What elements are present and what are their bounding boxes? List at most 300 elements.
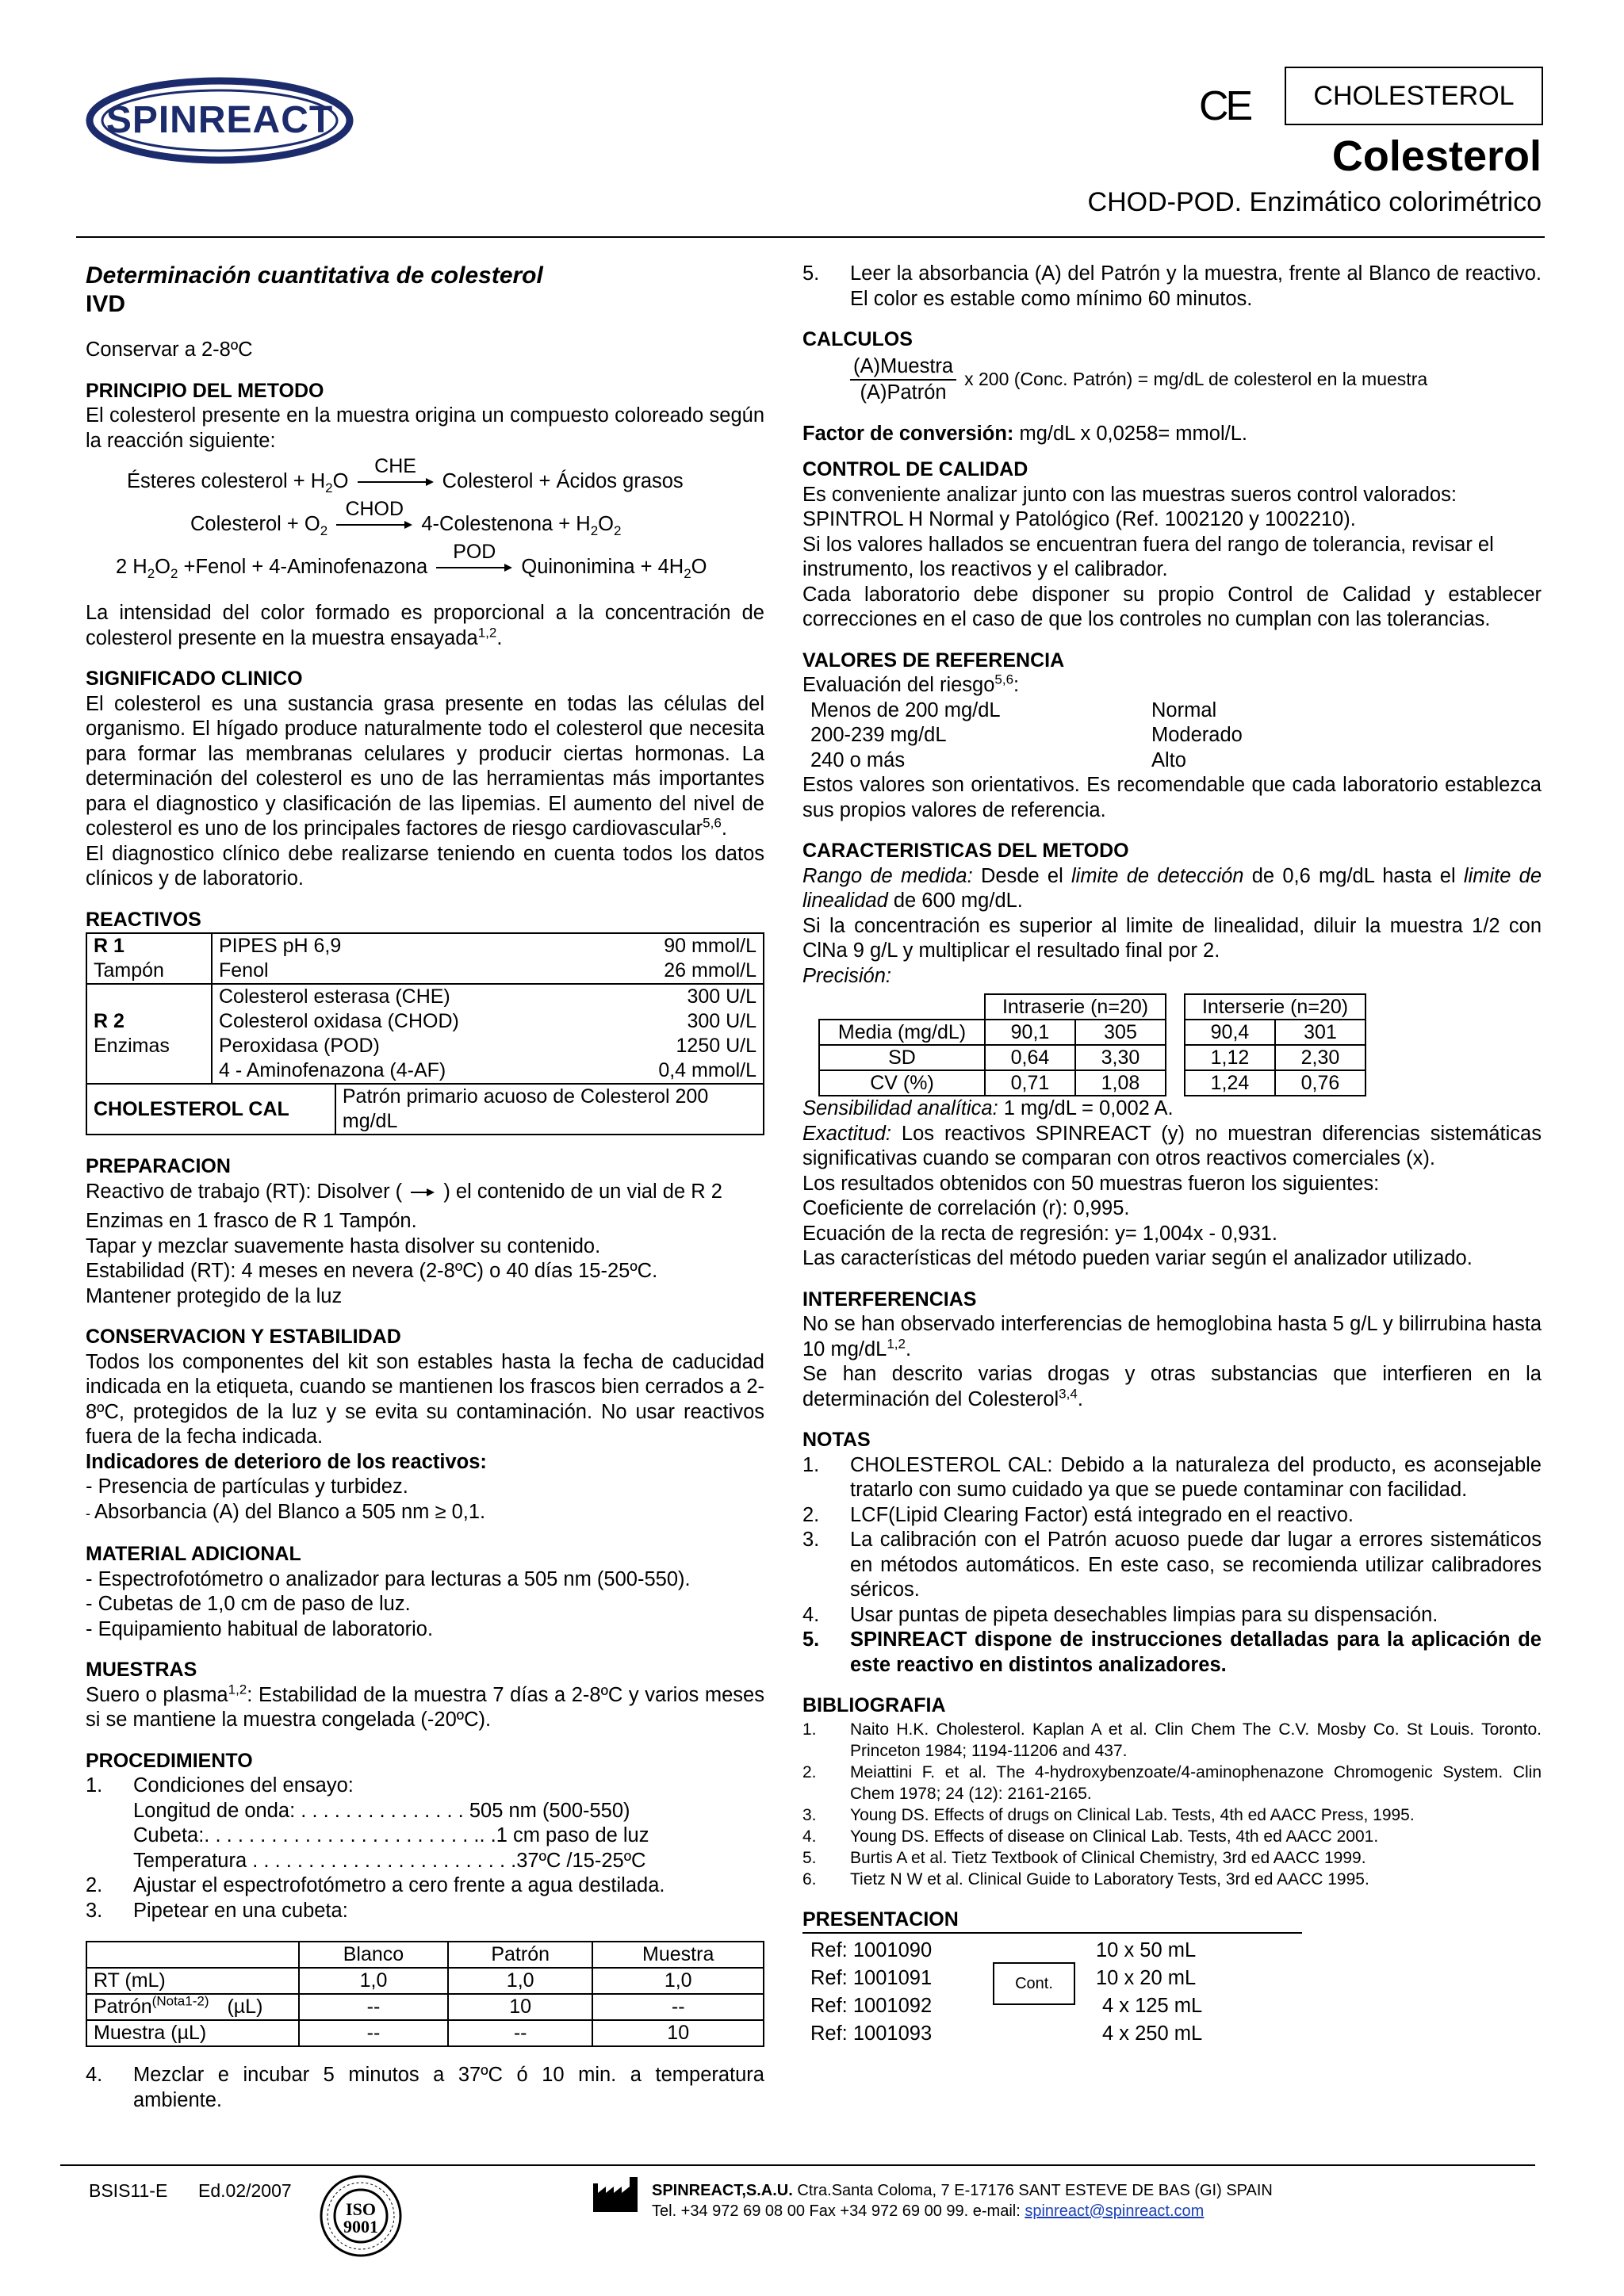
conversion-value: mg/dL x 0,0258= mmol/L. <box>1013 422 1247 445</box>
list-item <box>802 1628 1542 1678</box>
table-cell <box>1166 1070 1185 1096</box>
table-cell: SD <box>819 1045 985 1070</box>
list-item <box>802 1804 1542 1826</box>
material-item: - Espectrofotómetro o analizador para lecturas a 505 nm (500-550). <box>86 1567 691 1590</box>
principio-text-2 <box>86 601 764 651</box>
principio-text: El colesterol presente en la muestra origina un compuesto coloreado según la reacción siguiente: <box>86 404 764 452</box>
step-text: Ajustar el espectrofotómetro a cero frente a agua destilada. <box>133 1874 665 1896</box>
reagent-conc: 300 U/L <box>687 1010 756 1032</box>
bib-number: 3. <box>802 1805 817 1824</box>
indicador-1: - Presencia de partículas y turbidez. <box>86 1475 408 1498</box>
logo <box>86 76 354 165</box>
pres-ref: Ref: 1001093 <box>810 2022 933 2045</box>
table-header-cell: Muestra <box>592 1942 764 1968</box>
footer-address-line <box>652 2180 1273 2201</box>
list-item <box>802 2020 1542 2048</box>
cal-label: CHOLESTEROL CAL <box>86 1084 335 1135</box>
interferencias-end-1: . <box>905 1337 912 1360</box>
calc-numerator: (A)Muestra <box>850 354 956 381</box>
table-cell: -- <box>592 1994 764 2020</box>
bib-text: Burtis A et al. Tietz Textbook of Clinical Chemistry, 3rd ed AACC 1999. <box>850 1848 1366 1867</box>
ref-class: Alto <box>1151 748 1186 771</box>
wavelength-label: Longitud de onda: . . . . . . . . . . . . . . . <box>133 1799 464 1822</box>
table-cell <box>819 994 985 1020</box>
preparacion-text-a: Reactivo de trabajo (RT): Disolver ( <box>86 1180 403 1203</box>
list-item <box>802 698 1542 724</box>
calc-fraction <box>850 354 956 406</box>
valores-note: Estos valores son orientativos. Es recomendable que cada laboratorio establezca sus propios valores de referencia. <box>802 774 1542 821</box>
control-text-2: Si los valores hallados se encuentran fuera del rango de tolerancia, revisar el instrumento, los reactivos y el calibrador. <box>802 533 1494 580</box>
proc-step-5 <box>802 262 1542 312</box>
table-header-cell <box>86 1942 299 1968</box>
reagent-item: 4 - Aminofenazona (4-AF) <box>219 1059 446 1081</box>
gte-symbol: ≥ <box>435 1500 446 1523</box>
reagent-r2-items <box>212 984 764 1084</box>
muestras-text-b: : Estabilidad de la muestra 7 días a 2-8ºC y varios meses si se mantiene la muestra congelada (-20ºC). <box>86 1683 764 1731</box>
section-principio-title: PRINCIPIO DEL METODO <box>86 379 324 402</box>
footer-rule <box>60 2164 1535 2166</box>
reaction-3-sub-a: 2 <box>147 566 155 582</box>
step-text: Condiciones del ensayo: <box>133 1774 354 1797</box>
results-line: Ecuación de la recta de regresión: y= 1,004x - 0,931. <box>802 1222 1277 1245</box>
reagent-item: Peroxidasa (POD) <box>219 1035 380 1057</box>
ref-range: 240 o más <box>810 748 906 771</box>
table-header-cell: Interserie (n=20) <box>1185 994 1365 1020</box>
dilution-text: Si la concentración es superior al limite de linealidad, diluir la muestra 1/2 con ClNa 9 g/L y multiplicar el resultado final por 2. <box>802 914 1542 962</box>
reaction-2 <box>86 498 764 555</box>
bib-text: Tietz N W et al. Clinical Guide to Laboratory Tests, 3rd ed AACC 1995. <box>850 1869 1369 1888</box>
step-number: 3. <box>86 1899 103 1922</box>
table-row <box>86 2020 764 2046</box>
interferencias-text-2 <box>802 1362 1542 1412</box>
section-valores-title: VALORES DE REFERENCIA <box>802 649 1065 672</box>
product-box-label: CHOLESTEROL <box>1313 81 1515 111</box>
reagent-r1-sub: Tampón <box>94 959 164 982</box>
pres-content: 4 x 125 mL <box>1102 1995 1203 2017</box>
indicador-2 <box>86 1500 764 1527</box>
table-row <box>86 1994 764 2020</box>
section-caracteristicas-title: CARACTERISTICAS DEL METODO <box>802 840 1129 862</box>
iso-text: ISO <box>346 2199 376 2219</box>
company-contact: Tel. +34 972 69 08 00 Fax +34 972 69 00 99. e-mail: <box>652 2202 1025 2220</box>
step-number: 2. <box>86 1874 103 1896</box>
interferencias-body-1: No se han observado interferencias de hemoglobina hasta 5 g/L y bilirrubina hasta 10 mg/dL <box>802 1313 1542 1360</box>
interferencias-body-2: Se han descrito varias drogas y otras substancias que interfieren en la determinación del Colesterol <box>802 1363 1542 1410</box>
company-name: SPINREACT,S.A.U. <box>652 2182 793 2199</box>
section-material-title: MATERIAL ADICIONAL <box>86 1543 301 1565</box>
significado-body: El colesterol es una sustancia grasa presente en todas las células del organismo. El hígado produce naturalmente todo el colesterol que necesita para formar las membranas celulares y producir ciertas hormonas. La determinación del colesterol es uno de las herramientas más importantes para el diagnostico y clasificación de las lipemias. El aumento del nivel de colesterol es uno de los principales factores de riesgo cardiovascular <box>86 692 764 840</box>
results-line: Coeficiente de correlación (r): 0,995. <box>802 1197 1130 1219</box>
note-number: 2. <box>802 1503 820 1526</box>
reaction-1-sub: 2 <box>325 480 333 496</box>
table-header-row <box>86 1942 764 1968</box>
rango-b: de 0,6 mg/dL hasta el <box>1243 864 1464 887</box>
footer-address <box>652 2180 1273 2221</box>
note-number: 1. <box>802 1453 820 1476</box>
wavelength-line <box>133 1799 764 1824</box>
reaction-1-left-end: O <box>332 470 349 492</box>
cubeta-line: Cubeta:. . . . . . . . . . . . . . . . . . . . . . . . .. .1 cm paso de luz <box>133 1824 649 1846</box>
table-row <box>86 984 764 1084</box>
list-item <box>802 1965 1542 1992</box>
pres-ref: Ref: 1001091 <box>810 1967 933 1989</box>
factory-icon <box>593 2177 638 2212</box>
reaction-2-sub-b: 2 <box>614 523 622 539</box>
step-text: Pipetear en una cubeta: <box>133 1899 348 1922</box>
section-muestras-title: MUESTRAS <box>86 1659 197 1681</box>
pres-content: 4 x 250 mL <box>1102 2022 1203 2045</box>
calc-formula <box>802 354 1542 406</box>
reaction-1 <box>86 455 764 512</box>
rango-a: Desde el <box>972 864 1071 887</box>
list-item <box>802 1603 1542 1628</box>
reaction-3-b: O <box>155 556 170 578</box>
control-text-1: Es conveniente analizar junto con las muestras sueros control valorados: SPINTROL H Normal y Patológico (Ref. 1002120 y 1002210). <box>802 483 1457 530</box>
ref-sup: 1,2 <box>887 1336 906 1351</box>
risk-eval-end: : <box>1013 674 1020 696</box>
bib-text: Young DS. Effects of drugs on Clinical Lab. Tests, 4th ed AACC Press, 1995. <box>850 1805 1415 1824</box>
note-number: 4. <box>802 1603 820 1626</box>
bib-text: Naito H.K. Cholesterol. Kaplan A et al. Clin Chem The C.V. Mosby Co. St Louis. Toronto. Princeton 1984; 1194-11206 and 437. <box>850 1720 1542 1760</box>
enzyme-chod: CHOD <box>345 498 404 521</box>
table-row <box>819 1070 1365 1096</box>
list-item <box>802 1453 1542 1503</box>
preparacion-line-4: Estabilidad (RT): 4 meses en nevera (2-8ºC) o 40 días 15-25ºC. <box>86 1260 658 1282</box>
bib-number: 5. <box>802 1848 817 1867</box>
patron-unit: (µL) <box>227 1996 263 2018</box>
accuracy-body: Los reactivos SPINREACT (y) no muestran diferencias sistemáticas significativas cuando se comparan con otros reactivos comerciales (x). <box>802 1122 1542 1169</box>
arrow-icon <box>411 1188 435 1196</box>
table-cell: 1,08 <box>1075 1070 1166 1096</box>
table-cell: 3,30 <box>1075 1045 1166 1070</box>
preparacion-line-5: Mantener protegido de la luz <box>86 1284 343 1307</box>
section-interferencias-title: INTERFERENCIAS <box>802 1288 977 1311</box>
page-title: Colesterol <box>1331 132 1542 180</box>
reaction-2-mid: O <box>598 513 615 535</box>
preparacion-line-1 <box>86 1180 764 1205</box>
preparacion-line-3: Tapar y mezclar suavemente hasta disolver su contenido. <box>86 1234 601 1257</box>
preparacion-text-b: ) el contenido de un vial de R 2 <box>443 1180 722 1203</box>
table-cell <box>1166 1045 1185 1070</box>
ce-mark: CE <box>1199 83 1251 129</box>
section-reactivos-title: REACTIVOS <box>86 908 201 931</box>
table-cell: 301 <box>1275 1020 1365 1045</box>
note-text: La calibración con el Patrón acuoso puede dar lugar a errores sistemáticos en métodos automáticos. En este caso, se recomienda utilizar calibradores séricos. <box>850 1529 1542 1601</box>
precision-label: Precisión: <box>802 964 891 987</box>
reagent-conc: 26 mmol/L <box>664 959 756 982</box>
list-item <box>802 723 1542 748</box>
rango-detection: limite de detección <box>1071 864 1244 887</box>
sensitivity-label: Sensibilidad analítica: <box>802 1097 998 1119</box>
section-calculos-title: CALCULOS <box>802 328 913 350</box>
indicador-2-end: 0,1. <box>446 1500 486 1523</box>
list-item <box>802 1762 1542 1804</box>
doc-code: BSIS11-E <box>89 2180 168 2201</box>
ref-class: Normal <box>1151 698 1217 721</box>
table-cell: -- <box>299 1994 448 2020</box>
table-header-cell: Patrón <box>448 1942 592 1968</box>
reagent-item: Colesterol esterasa (CHE) <box>219 985 450 1008</box>
table-cell: 1,0 <box>592 1968 764 1994</box>
bib-number: 4. <box>802 1827 817 1846</box>
table-cell: 90,1 <box>985 1020 1075 1045</box>
table-cell: 0,64 <box>985 1045 1075 1070</box>
ref-sup: 1,2 <box>228 1682 247 1697</box>
reagent-conc: 90 mmol/L <box>664 935 756 957</box>
muestras-text-a: Suero o plasma <box>86 1683 228 1706</box>
principio-text-2-end: . <box>496 626 503 649</box>
reagent-item: PIPES pH 6,9 <box>219 935 342 957</box>
bib-text: Young DS. Effects of disease on Clinical Lab. Tests, 4th ed AACC 2001. <box>850 1827 1379 1846</box>
ivd-label: IVD <box>86 291 126 317</box>
reagent-r1-label: R 1 <box>94 935 124 957</box>
conversion-factor <box>802 422 1542 447</box>
company-address: Ctra.Santa Coloma, 7 E-17176 SANT ESTEVE DE BAS (GI) SPAIN <box>792 2182 1273 2199</box>
interferencias-end-2: . <box>1077 1387 1083 1410</box>
material-item: - Equipamiento habitual de laboratorio. <box>86 1617 434 1640</box>
enzyme-pod: POD <box>453 541 496 564</box>
table-header-cell: Intraserie (n=20) <box>985 994 1166 1020</box>
enzyme-che: CHE <box>374 455 416 478</box>
table-row <box>819 1045 1365 1070</box>
table-cell: 2,30 <box>1275 1045 1365 1070</box>
section-procedimiento-title: PROCEDIMIENTO <box>86 1749 253 1772</box>
conversion-label: Factor de conversión: <box>802 422 1014 445</box>
list-item <box>802 1937 1542 1965</box>
table-cell: 0,71 <box>985 1070 1075 1096</box>
section-control-title: CONTROL DE CALIDAD <box>802 458 1028 480</box>
reaction-1-left: Ésteres colesterol + H <box>127 470 326 492</box>
proc-step-1 <box>86 1774 764 1799</box>
rango-c: de 600 mg/dL. <box>887 890 1023 912</box>
footer-contact-line <box>652 2201 1273 2221</box>
note-text: LCF(Lipid Clearing Factor) está integrado en el reactivo. <box>850 1503 1354 1526</box>
table-cell: 1,12 <box>1185 1045 1275 1070</box>
table-header-row <box>819 994 1365 1020</box>
rango-text <box>802 864 1542 914</box>
risk-eval <box>802 673 1542 698</box>
table-cell: 10 <box>448 1994 592 2020</box>
reaction-3-end: O <box>691 556 707 578</box>
principio-text-2-body: La intensidad del color formado es proporcional a la concentración de colesterol presente en la muestra ensayada <box>86 602 764 649</box>
list-item <box>802 1826 1542 1847</box>
step-number: 1. <box>86 1774 103 1797</box>
reagent-r2-label: R 2 <box>94 1010 124 1032</box>
patron-label: Patrón <box>94 1996 152 2018</box>
reagent-r2-cell <box>86 984 212 1084</box>
section-significado-title: SIGNIFICADO CLINICO <box>86 668 303 690</box>
proc-step-1-details <box>86 1799 764 1874</box>
temperature-line: Temperatura . . . . . . . . . . . . . . . . . . . . . . . .37ºC /15-25ºC <box>133 1849 646 1872</box>
proc-step-2 <box>86 1873 764 1899</box>
bib-number: 6. <box>802 1869 817 1888</box>
table-cell: Media (mg/dL) <box>819 1020 985 1045</box>
pipetting-table <box>86 1941 764 2047</box>
table-row <box>86 1084 764 1135</box>
table-cell: Muestra (µL) <box>86 2020 299 2046</box>
section-notas-title: NOTAS <box>802 1429 871 1451</box>
reaction-2-sub: 2 <box>320 523 328 539</box>
reaction-arrow <box>358 455 434 486</box>
list-item <box>802 1992 1542 2020</box>
table-cell: 1,0 <box>448 1968 592 1994</box>
right-column <box>802 262 1542 2048</box>
table-cell: CV (%) <box>819 1070 985 1096</box>
ref-sup: 5,6 <box>703 815 722 831</box>
reaction-2-left: Colesterol + O <box>190 513 320 535</box>
step-number: 4. <box>86 2064 103 2086</box>
doc-edition: Ed.02/2007 <box>198 2180 292 2201</box>
step-number: 5. <box>802 262 820 285</box>
pres-content: 10 x 20 mL <box>1096 1967 1197 1989</box>
table-cell: 1,24 <box>1185 1070 1275 1096</box>
iso-seal <box>319 2174 403 2258</box>
rango-label: Rango de medida: <box>802 864 973 887</box>
table-cell <box>1166 1020 1185 1045</box>
bib-number: 2. <box>802 1762 817 1781</box>
significado-text-2: El diagnostico clínico debe realizarse teniendo en cuenta todos los datos clínicos y de laboratorio. <box>86 842 764 890</box>
proc-step-4 <box>86 2063 764 2113</box>
table-row <box>86 933 764 984</box>
reaction-arrow <box>436 541 512 572</box>
reagent-r1-cell <box>86 933 212 984</box>
ref-class: Moderado <box>1151 724 1243 746</box>
control-text-3: Cada laboratorio debe disponer su propio Control de Calidad y establecer correcciones en el caso de que los controles no cumplan con las tolerancias. <box>802 583 1542 630</box>
doc-heading: Determinación cuantitativa de colesterol <box>86 262 543 289</box>
table-cell: -- <box>299 2020 448 2046</box>
left-column <box>86 262 764 2113</box>
reagent-r1-items <box>212 933 764 984</box>
step-text: Leer la absorbancia (A) del Patrón y la muestra, frente al Blanco de reactivo. El color es estable como mínimo 60 minutos. <box>850 262 1542 310</box>
indicador-2-text: Absorbancia (A) del Blanco a 505 nm <box>94 1500 435 1523</box>
table-cell: 10 <box>592 2020 764 2046</box>
calc-rest: x 200 (Conc. Patrón) = mg/dL de colesterol en la muestra <box>964 369 1428 390</box>
reaction-3-c: +Fenol + 4-Aminofenazona <box>178 556 428 578</box>
results-line: Las características del método pueden variar según el analizador utilizado. <box>802 1247 1473 1269</box>
ref-range: 200-239 mg/dL <box>810 724 947 746</box>
precision-table <box>818 993 1366 1096</box>
note-number: 5. <box>802 1628 820 1651</box>
cal-text: Patrón primario acuoso de Colesterol 200 mg/dL <box>335 1084 764 1135</box>
reagent-item: Fenol <box>219 959 269 982</box>
table-header-cell: Blanco <box>299 1942 448 1968</box>
table-cell: RT (mL) <box>86 1968 299 1994</box>
note-sup: (Nota1-2) <box>151 1993 209 2009</box>
material-item: - Cubetas de 1,0 cm de paso de luz. <box>86 1593 411 1615</box>
sensitivity-value: 1 mg/dL = 0,002 A. <box>998 1097 1174 1119</box>
table-cell: 305 <box>1075 1020 1166 1045</box>
logo-text: SPINREACT <box>105 99 334 141</box>
reaction-2-sub-a: 2 <box>590 523 599 539</box>
list-item <box>802 748 1542 774</box>
presentacion-block <box>802 1937 1542 2048</box>
reaction-3-a: 2 H <box>116 556 147 578</box>
reaction-3-right: Quinonimina + 4H <box>521 556 684 578</box>
bib-text: Meiattini F. et al. The 4-hydroxybenzoate/4-aminophenazone Chromogenic System. Clin Chem 1978; 24 (12): 2161-2165. <box>850 1762 1542 1803</box>
significado-text <box>86 692 764 842</box>
preparacion-line-2: Enzimas en 1 frasco de R 1 Tampón. <box>86 1210 417 1232</box>
note-text: SPINREACT dispone de instrucciones detalladas para la aplicación de este reactivo en distintos analizadores. <box>850 1628 1542 1676</box>
section-bibliografia-title: BIBLIOGRAFIA <box>802 1694 946 1716</box>
accuracy-text <box>802 1122 1542 1172</box>
step-text: Mezclar e incubar 5 minutos a 37ºC ó 10 min. a temperatura ambiente. <box>133 2064 764 2111</box>
indicador-dash: - <box>86 1505 94 1521</box>
accuracy-label: Exactitud: <box>802 1122 891 1145</box>
table-cell: 1,0 <box>299 1968 448 1994</box>
table-cell: 0,76 <box>1275 1070 1365 1096</box>
product-box <box>1285 67 1543 125</box>
table-cell: 90,4 <box>1185 1020 1275 1045</box>
reagent-conc: 1250 U/L <box>676 1035 756 1057</box>
reaction-3-sub-b: 2 <box>170 566 178 582</box>
note-text: Usar puntas de pipeta desechables limpias para su dispensación. <box>850 1603 1438 1626</box>
list-item <box>802 1528 1542 1603</box>
proc-step-3 <box>86 1899 764 1924</box>
iso-number: 9001 <box>343 2217 378 2237</box>
reaction-1-right: Colesterol + Ácidos grasos <box>442 470 684 492</box>
risk-eval-label: Evaluación del riesgo <box>802 674 995 696</box>
reactivos-table <box>86 932 764 1135</box>
table-row <box>86 1968 764 1994</box>
ref-sup: 3,4 <box>1059 1386 1078 1401</box>
sensitivity-line <box>802 1096 1542 1122</box>
list-item <box>802 1719 1542 1762</box>
results-line: Los resultados obtenidos con 50 muestras fueron los siguientes: <box>802 1172 1380 1195</box>
calc-denominator: (A)Patrón <box>860 381 947 404</box>
header-rule <box>76 236 1545 238</box>
rango-linearity: limite de linealidad <box>802 864 1542 912</box>
note-text: CHOLESTEROL CAL: Debido a la naturaleza del producto, es aconsejable tratarlo con sumo cuidado ya que se puede contaminar con facilidad. <box>850 1453 1542 1501</box>
reaction-arrow <box>336 498 412 529</box>
pres-content: 10 x 50 mL <box>1096 1939 1197 1961</box>
section-conservacion-title: CONSERVACION Y ESTABILIDAD <box>86 1326 401 1348</box>
significado-end: . <box>721 817 727 840</box>
reaction-3-sub-c: 2 <box>684 566 691 582</box>
pres-ref: Ref: 1001090 <box>810 1939 933 1961</box>
bib-number: 1. <box>802 1720 817 1739</box>
cont-box: Cont. <box>993 1962 1075 2005</box>
reagent-r2-sub: Enzimas <box>94 1035 170 1057</box>
ref-range: Menos de 200 mg/dL <box>810 698 1001 721</box>
reaction-2-right: 4-Colestenona + H <box>421 513 591 535</box>
table-cell <box>86 1994 299 2020</box>
table-row <box>819 1020 1365 1045</box>
pres-ref: Ref: 1001092 <box>810 1995 933 2017</box>
list-item <box>802 1847 1542 1869</box>
reagent-conc: 0,4 mmol/L <box>658 1059 756 1081</box>
ref-sup: 1,2 <box>477 625 497 640</box>
section-preparacion-title: PREPARACION <box>86 1155 231 1177</box>
reagent-conc: 300 U/L <box>687 985 756 1008</box>
email-link[interactable]: spinreact@spinreact.com <box>1025 2202 1205 2220</box>
storage-note: Conservar a 2-8ºC <box>86 339 253 361</box>
reaction-3 <box>86 541 764 598</box>
ref-sup: 5,6 <box>994 672 1014 687</box>
muestras-text <box>86 1683 764 1733</box>
wavelength-value: 505 nm (500-550) <box>469 1799 630 1822</box>
list-item <box>802 1503 1542 1529</box>
indicadores-title: Indicadores de deterioro de los reactivos: <box>86 1450 487 1473</box>
table-cell: -- <box>448 2020 592 2046</box>
section-presentacion-title: PRESENTACION <box>802 1908 1302 1934</box>
page-subtitle: CHOD-POD. Enzimático colorimétrico <box>1087 187 1542 217</box>
note-number: 3. <box>802 1529 820 1551</box>
interferencias-text-1 <box>802 1312 1542 1362</box>
list-item <box>802 1869 1542 1890</box>
table-cell <box>1166 994 1185 1020</box>
reagent-item: Colesterol oxidasa (CHOD) <box>219 1010 459 1032</box>
conservacion-text: Todos los componentes del kit son estables hasta la fecha de caducidad indicada en la etiqueta, cuando se mantienen los frascos bien cerrados a 2-8ºC, protegidos de la luz y se evita su contaminación. No usar reactivos fuera de la fecha indicada. <box>86 1350 764 1448</box>
